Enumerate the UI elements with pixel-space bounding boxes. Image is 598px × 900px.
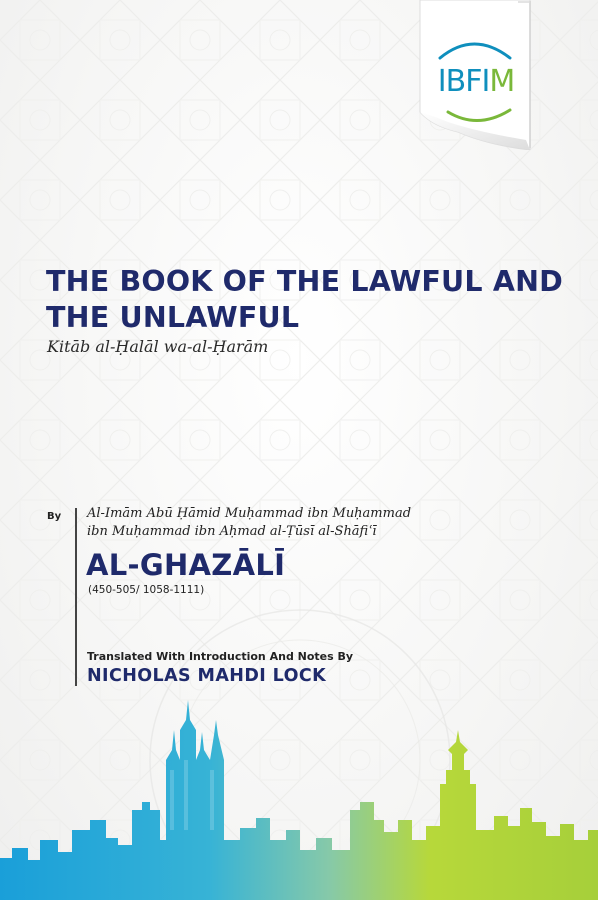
book-subtitle: Kitāb al-Ḥalāl wa-al-Ḥarām xyxy=(47,337,269,356)
translator-label: Translated With Introduction And Notes By xyxy=(87,650,354,663)
publisher-logo xyxy=(426,64,526,99)
logo-accent-text: M xyxy=(489,64,515,99)
author-name-line-1: Al-Imām Abū Ḥāmid Muḥammad ibn Muḥammad xyxy=(87,506,412,521)
author-full-name xyxy=(87,505,517,541)
translator-name: NICHOLAS MAHDI LOCK xyxy=(87,666,327,686)
city-skyline-illustration xyxy=(0,690,598,900)
author-divider xyxy=(75,508,77,686)
author-dates: (450-505/ 1058-1111) xyxy=(88,584,205,596)
book-title: THE BOOK OF THE LAWFUL AND THE UNLAWFUL xyxy=(46,265,564,334)
logo-main-text: IBFI xyxy=(437,64,490,99)
author-short-name: AL-GHAZĀLĪ xyxy=(86,548,286,582)
by-label: By xyxy=(47,511,62,522)
author-name-line-2: ibn Muḥammad ibn Aḥmad al-Ṭūsī al-Shāfiʿī xyxy=(87,524,377,539)
